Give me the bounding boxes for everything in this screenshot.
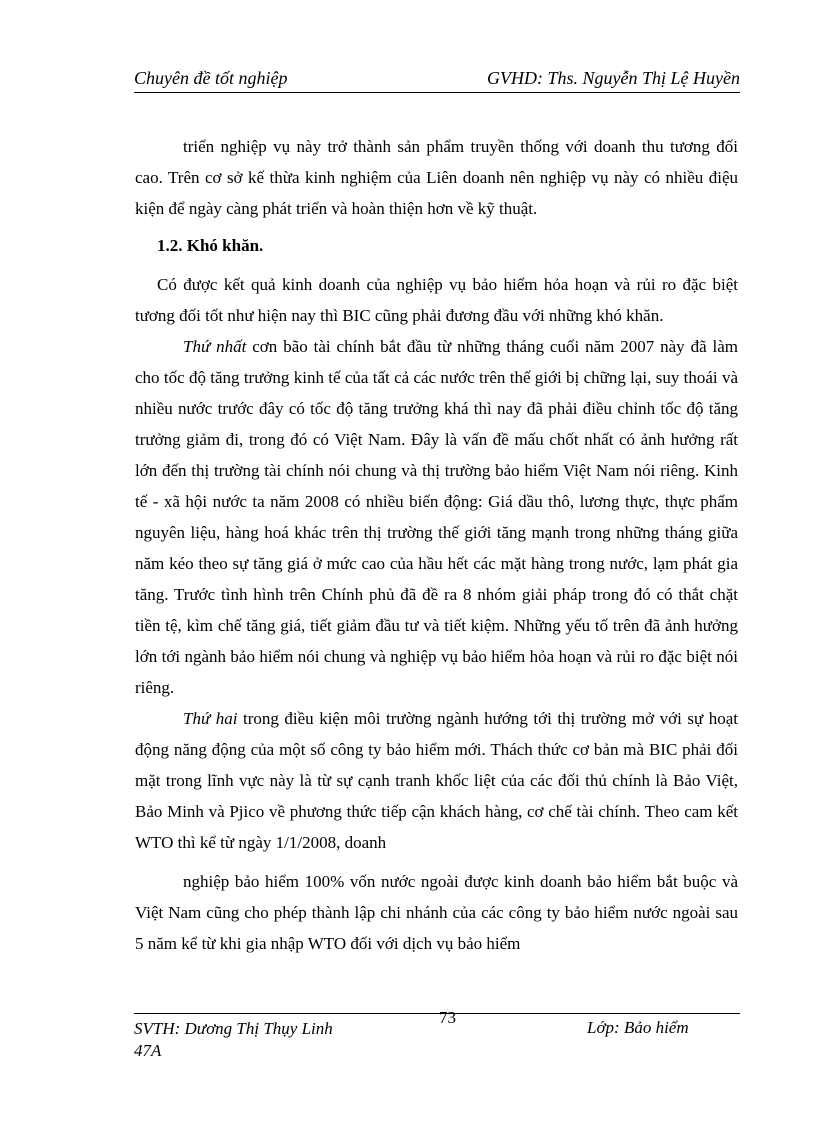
- footer-student-class: 47A: [134, 1041, 162, 1060]
- paragraph-4: [135, 703, 738, 858]
- paragraph-3: [135, 331, 738, 703]
- paragraph-4-lead: Thứ hai: [183, 709, 238, 728]
- footer-class: Lớp: Bảo hiểm: [587, 1018, 689, 1037]
- paragraph-5: nghiệp bảo hiểm 100% vốn nước ngoài được kinh doanh bảo hiểm bắt buộc và Việt Nam cũng cho phép thành lập chi nhánh của các công ty bảo hiểm nước ngoài sau 5 năm kể từ khi gia nhập WTO đối với dịch vụ bảo hiểm: [135, 872, 738, 953]
- paragraph-4-text: trong điều kiện môi trường ngành hướng tới thị trường mở với sự hoạt động năng động của một số công ty bảo hiểm mới. Thách thức cơ bản mà BIC phải đối mặt trong lĩnh vực này là từ sự cạnh tranh khốc liệt của các đối thủ chính là Bảo Việt, Bảo Minh và Pjico về phương thức tiếp cận khách hàng, cơ chế tài chính. Theo cam kết WTO thì kể từ ngày 1/1/2008, doanh: [135, 709, 739, 852]
- header-advisor: GVHD: Ths. Nguyễn Thị Lệ Huyền: [487, 68, 740, 88]
- footer-student-name: SVTH: Dương Thị Thụy Linh: [134, 1019, 333, 1038]
- paragraph-3-text: cơn bão tài chính bắt đầu từ những tháng cuối năm 2007 này đã làm cho tốc độ tăng trưởng kinh tế của tất cả các nước trên thế giới bị chững lại, suy thoái và nhiều nước trước đây có tốc độ tăng trưởng khá thì nay đã phải điều chỉnh tốc độ tăng trưởng giảm đi, trong đó có Việt Nam. Đây là vấn đề mấu chốt nhất có ảnh hưởng rất lớn đến thị trường tài chính nói chung và thị trường bảo hiểm Việt Nam nói riêng. Kinh tế - xã hội nước ta năm 2008 có nhiều biến động: Giá dầu thô, lương thực, thực phẩm nguyên liệu, hàng hoá khác trên thị trường thế giới tăng mạnh trong những tháng giữa năm kéo theo sự tăng giá ở mức cao của hầu hết các mặt hàng trong nước, lạm phát gia tăng. Trước tình hình trên Chính phủ đã đề ra 8 nhóm giải pháp trong đó có thắt chặt tiền tệ, kìm chế tăng giá, tiết giảm đầu tư và tiết kiệm. Những yếu tố trên đã ảnh hưởng lớn tới ngành bảo hiểm nói chung và nghiệp vụ bảo hiểm hỏa hoạn và rủi ro đặc biệt nói riêng.: [135, 337, 739, 697]
- paragraph-1: triển nghiệp vụ này trở thành sản phẩm truyền thống với doanh thu tương đối cao. Trên cơ sở kế thừa kinh nghiệm của Liên doanh nên nghiệp vụ này có nhiều điệu kiện để ngày càng phát triển và hoàn thiện hơn về kỹ thuật.: [135, 137, 738, 218]
- page-number: 73: [439, 1008, 456, 1027]
- document-body: [135, 131, 738, 959]
- paragraph-2: Có được kết quả kinh doanh của nghiệp vụ bảo hiểm hỏa hoạn và rủi ro đặc biệt tương đối tốt như hiện nay thì BIC cũng phải đương đầu với những khó khăn.: [135, 275, 738, 325]
- section-heading: 1.2. Khó khăn.: [157, 236, 264, 255]
- page-header: [134, 64, 740, 93]
- header-course-title: Chuyên đề tốt nghiệp: [134, 68, 288, 88]
- footer-student: [134, 1018, 333, 1062]
- page-footer: [134, 1008, 740, 1074]
- paragraph-3-lead: Thứ nhất: [183, 337, 247, 356]
